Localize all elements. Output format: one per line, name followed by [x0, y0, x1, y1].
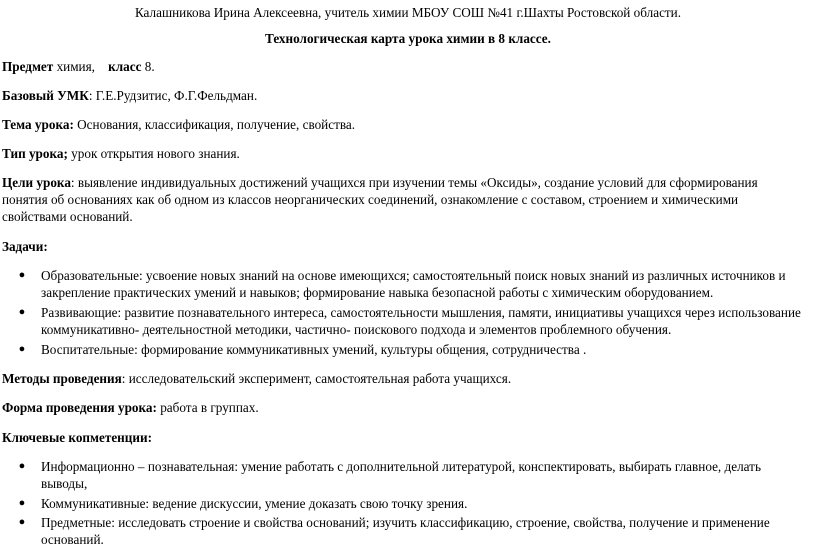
- competencies-label: Ключевые копметенции:: [2, 430, 152, 445]
- goals-line-2: понятия об основаниях как об одном из классов неорганических соединений, ознакомление с составом, строением и химическими: [2, 192, 739, 207]
- umk-value: : Г.Е.Рудзитис, Ф.Г.Фельдман.: [88, 88, 258, 103]
- task-item-educational-line-1: Образовательные: усвоение новых знаний на основе имеющихся; самостоятельный поиск новых знаний из различных источников и: [41, 268, 786, 283]
- tasks-label: Задачи:: [2, 239, 48, 254]
- competency-item-subject-line-2: оснований.: [41, 532, 104, 547]
- task-item-upbringing-line-1: Воспитательные: формирование коммуникативных умений, культуры общения, сотрудничества .: [41, 342, 587, 357]
- lesson-type-line: [2, 145, 240, 162]
- topic-line: [2, 116, 355, 133]
- task-item-educational-line-2: закрепление практических умений и навыков; формирование навыка безопасной работы с химическим оборудованием.: [41, 285, 714, 300]
- bullet-icon: ●: [18, 497, 26, 509]
- lesson-type-label: Тип урока;: [2, 146, 68, 161]
- competency-item-informational-line-2: выводы,: [41, 476, 88, 491]
- goals-label: Цели урока: [2, 175, 71, 190]
- competency-item-communicative-line-1: Коммуникативные: ведение дискуссии, умение доказать свою точку зрения.: [41, 496, 468, 511]
- goals-text-1: : выявление индивидуальных достижений учащихся при изучении темы «Оксиды», создание условий для сформирования: [70, 175, 758, 190]
- methods-label: Методы проведения: [2, 371, 122, 386]
- umk-label: Базовый УМК: [2, 88, 89, 103]
- bullet-icon: ●: [18, 269, 26, 281]
- document-header: Калашникова Ирина Алексеевна, учитель химии МБОУ СОШ №41 г.Шахты Ростовской области.: [134, 5, 682, 20]
- document-title: Технологическая карта урока химии в 8 классе.: [265, 31, 551, 46]
- subject-value: химия,: [56, 59, 95, 74]
- bullet-icon: ●: [18, 343, 26, 355]
- topic-value: Основания, классификация, получение, свойства.: [77, 117, 356, 132]
- goals-line-3: свойствами оснований.: [2, 209, 133, 224]
- subject-label: Предмет: [2, 59, 54, 74]
- class-label: класс: [108, 59, 142, 74]
- task-item-developmental-line-2: коммуникативно- деятельностной методики, частично- поискового подхода и элементов проблемного обучения.: [41, 322, 672, 337]
- subject-line: [2, 58, 155, 75]
- lesson-type-value: урок открытия нового знания.: [71, 146, 240, 161]
- bullet-icon: ●: [18, 516, 26, 528]
- bullet-icon: ●: [18, 306, 26, 318]
- goals-line-1: [2, 174, 758, 191]
- bullet-icon: ●: [18, 460, 26, 472]
- competency-item-subject-line-1: Предметные: исследовать строение и свойства оснований; изучить классификацию, строение, свойства, получение и применение: [41, 515, 770, 530]
- methods-value: : исследовательский эксперимент, самостоятельная работа учащихся.: [121, 371, 512, 386]
- competency-item-informational-line-1: Информационно – познавательная: умение работать с дополнительной литературой, конспектировать, выбирать главное, делать: [41, 459, 761, 474]
- class-value: 8.: [144, 59, 155, 74]
- form-label: Форма проведения урока:: [2, 400, 157, 415]
- task-item-developmental-line-1: Развивающие: развитие познавательного интереса, самостоятельности мышления, памяти, инициативы учащихся через использование: [41, 305, 801, 320]
- form-value: работа в группах.: [160, 400, 259, 415]
- methods-line: [2, 370, 511, 387]
- topic-label: Тема урока:: [2, 117, 74, 132]
- umk-line: [2, 87, 257, 104]
- form-line: [2, 399, 259, 416]
